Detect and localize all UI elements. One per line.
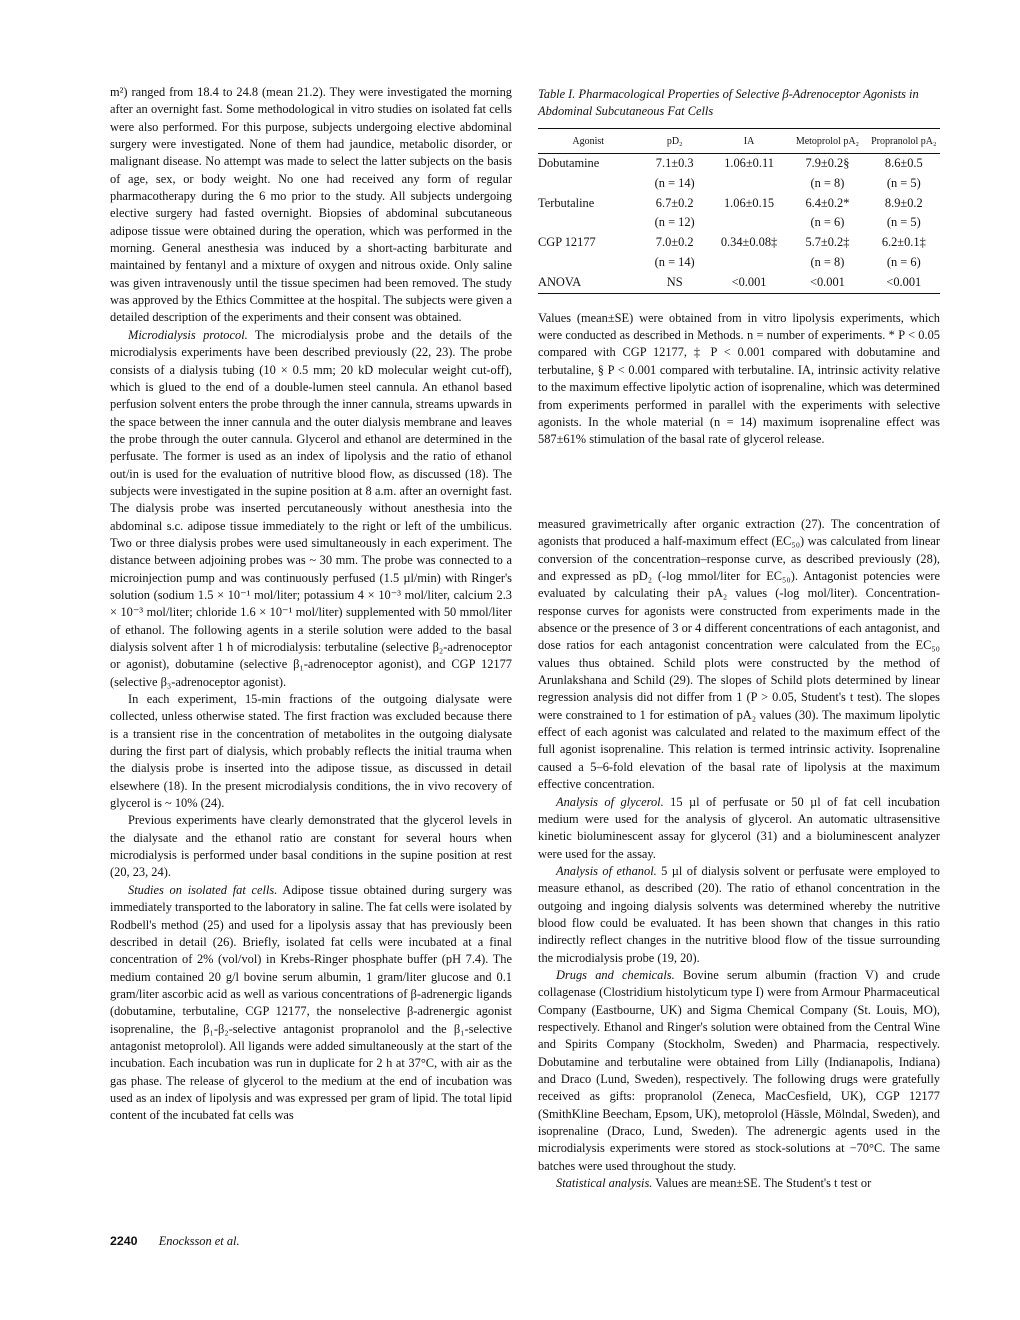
pharmacology-table <box>538 128 940 294</box>
cell-propranolol-n: (n = 6) <box>886 254 921 269</box>
table-caption: Table I. Pharmacological Properties of Selective β-Adrenoceptor Agonists in Abdominal Subcutaneous Fat Cells <box>538 87 919 118</box>
cell-pd2: 7.1±0.3 <box>655 156 694 170</box>
page-number: 2240 <box>110 1234 138 1248</box>
cell-propranolol-n: (n = 5) <box>886 215 921 230</box>
cell-anova-propranolol: <0.001 <box>886 274 922 289</box>
cell-ia: 1.06±0.11 <box>724 156 774 170</box>
paragraph-statistical-analysis: Statistical analysis. Values are mean±SE. The Student's t test or <box>556 1176 872 1191</box>
table-row-n <box>538 213 940 233</box>
cell-anova-pd2: NS <box>666 274 683 289</box>
cell-metoprolol: 6.4±0.2* <box>805 195 850 210</box>
table-header-row <box>538 129 940 154</box>
cell-pd2-n: (n = 14) <box>654 254 695 269</box>
cell-anova-ia: <0.001 <box>731 274 767 289</box>
table-row <box>538 233 940 253</box>
paragraph-analysis-ethanol: Analysis of ethanol. 5 µl of dialysis solvent or perfusate were employed to measure ethanol, as described (20). The ratio of ethanol concentration in the outgoing and ingoing dialysis solvents was determined whereby the nutritive blood flow could be evaluated. It has been shown that changes in this ratio indirectly reflect changes in the nutritive blood flow of the tissue surrounding the microdialysis probe (19, 20). <box>538 863 940 965</box>
cell-metoprolol-n: (n = 8) <box>810 175 845 190</box>
table-footnote: Values (mean±SE) were obtained from in vitro lipolysis experiments, which were conducted as described in Methods. n = number of experiments. * P < 0.05 compared with CGP 12177, ‡ P < 0.001 compared with dobutamine and terbutaline, § P < 0.001 compared with terbutaline. IA, intrinsic activity relative to the maximum effective lipolytic action of isoprenaline, which was determined from experiments performed in parallel with the experiments with selective agonists. In the whole material (n = 14) maximum isoprenaline effect was 587±61% stimulation of the basal rate of glycerol release. <box>538 310 940 447</box>
left-column <box>110 84 512 1125</box>
cell-agonist: CGP 12177 <box>538 235 596 250</box>
header-pd2: pD₂ <box>666 136 683 147</box>
heading-isolated-fat-cells: Studies on isolated fat cells. <box>128 882 278 897</box>
cell-metoprolol-n: (n = 6) <box>810 215 845 230</box>
table-row-n <box>538 253 940 273</box>
cell-propranolol: 6.2±0.1‡ <box>881 235 926 250</box>
header-agonist: Agonist <box>572 136 605 147</box>
table-row-anova <box>538 273 940 293</box>
cell-propranolol-n: (n = 5) <box>886 175 921 190</box>
heading-microdialysis-protocol: Microdialysis protocol. <box>128 327 248 342</box>
paragraph-isolated-fat-cells: Studies on isolated fat cells. Adipose tissue obtained during surgery was immediately transported to the laboratory in saline. The fat cells were isolated by Rodbell's method (25) and used for a lipolysis assay that has previously been described in detail (26). Briefly, isolated fat cells were incubated at a final concentration of 2% (vol/vol) in Krebs-Ringer phosphate buffer (pH 7.4). The medium contained 20 g/l bovine serum albumin, 1 gram/liter glucose and 0.1 gram/liter ascorbic acid as well as various concentrations of β-adrenergic ligands (dobutamine, terbutaline, CGP 12177, the nonselective β-adrenergic agonist isoprenaline, the β₁-β₂-selective antagonist propranolol and the β₁-selective antagonist metoprolol). All ligands were added simultaneously at the start of the incubation. Each incubation was run in duplicate for 2 h at 37°C, with air as the gas phase. The release of glycerol to the medium at the end of incubation was used as an index of lipolysis and was expressed per gram of lipid. The total lipid content of the incubated fat cells was <box>110 882 512 1123</box>
cell-anova-label: ANOVA <box>538 274 582 289</box>
cell-ia: 1.06±0.15 <box>723 195 775 210</box>
cell-ia: 0.34±0.08‡ <box>720 235 778 250</box>
header-metoprolol: Metoprolol pA₂ <box>795 136 860 147</box>
right-column <box>538 516 940 1192</box>
heading-analysis-ethanol: Analysis of ethanol. <box>556 863 657 878</box>
cell-propranolol: 8.6±0.5 <box>884 156 923 170</box>
cell-agonist: Terbutaline <box>538 195 595 210</box>
cell-agonist: Dobutamine <box>538 156 600 170</box>
cell-propranolol: 8.9±0.2 <box>884 195 923 210</box>
table-row <box>538 194 940 214</box>
cell-pd2: 6.7±0.2 <box>655 195 694 210</box>
paragraph-subjects: m²) ranged from 18.4 to 24.8 (mean 21.2). They were investigated the morning after an overnight fast. Some methodological in vitro studies on isolated fat cells were also performed. For this purpose, subjects undergoing elective abdominal surgery were investigated. None of them had jaundice, metabolic disorder, or malignant disease. No attempt was made to select the latter subjects on the basis of age, sex, or body weight. No one had received any form of regular pharmacotherapy during the 6 mo prior to the study. All subjects undergoing elective surgery had fasted overnight. Biopsies of abdominal subcutaneous adipose tissue were obtained during the operation, which was performed in the morning. General anesthesia was induced by a short-acting barbiturate and maintained by fentanyl and a mixture of oxygen and nitrous oxide. Only saline was given intravenously until the tissue specimen had been removed. The study was approved by the Ethics Committee at the hospital. The subjects were given a detailed description of the experiments and their consent was obtained. <box>110 85 512 325</box>
page-footer <box>110 1234 240 1249</box>
paragraph-analysis-glycerol: Analysis of glycerol. 15 µl of perfusate or 50 µl of fat cell incubation medium were used for the analysis of glycerol. An automatic ultrasensitive kinetic bioluminescent assay for glycerol (31) and a bioluminescent analyzer were used for the assay. <box>538 794 940 861</box>
heading-analysis-glycerol: Analysis of glycerol. <box>556 794 664 809</box>
heading-statistical-analysis: Statistical analysis. <box>556 1176 653 1191</box>
paragraph-ec50: measured gravimetrically after organic extraction (27). The concentration of agonists that produced a half-maximum effect (EC₅₀) was calculated from linear conversion of the concentration–response curve, as described previously (28), and expressed as pD₂ (-log mmol/liter for EC₅₀). Antagonist potencies were evaluated by calculating their pA₂ values (-log mol/liter). Concentration-response curves for agonists were constructed from experiments made in the absence or the presence of 3 or 4 different concentrations of each antagonist, and dose ratios for each antagonist concentration were calculated from the EC₅₀ values thus obtained. Schild plots were constructed by the method of Arunlakshana and Schild (29). The slopes of Schild plots determined by linear regression analysis did not differ from 1 (P > 0.05, Student's t test). The slopes were constrained to 1 for estimation of pA₂ values (30). The maximum lipolytic effect of each agonist was calculated and related to the maximum effect of the full agonist isoprenaline. This relation is termed intrinsic activity. Isoprenaline caused a 5–6-fold elevation of the basal rate of lipolysis at the maximum effective concentration. <box>538 517 940 792</box>
heading-drugs-chemicals: Drugs and chemicals. <box>556 967 675 982</box>
paragraph-microdialysis-protocol: Microdialysis protocol. The microdialysis probe and the details of the microdialysis experiments have been described previously (22, 23). The probe consists of a dialysis tubing (10 × 0.5 mm; 20 kD molecular weight cut-off), which is glued to the end of a double-lumen steel cannula. An ethanol based perfusion solvent enters the probe through the inner cannula, streams upwards in the space between the inner cannula and the outer dialysis membrane and leaves the probe through the outer cannula. Glycerol and ethanol are determined in the perfusate. The former is used as an index of lipolysis and the ratio of ethanol out/in is used for the evaluation of nutritive blood flow, as discussed (18). The subjects were investigated in the supine position at 8 a.m. after an overnight fast. The dialysis probe was inserted percutaneously without anesthesia into the abdominal s.c. adipose tissue immediately to the right or left of the umbilicus. Two or three dialysis probes were used simultaneously in each experiment. The distance between adjoining probes was ~ 30 mm. The probe was connected to a microinjection pump and was continuously perfused (1.5 µl/min) with Ringer's solution (sodium 1.5 × 10⁻¹ mol/liter; potassium 4 × 10⁻³ mol/liter, calcium 2.3 × 10⁻³ mol/liter; chloride 1.6 × 10⁻¹ mol/liter) supplemented with 50 mmol/liter of ethanol. The following agents in a sterile solution were added to the basal dialysis solvent after 1 h of microdialysis: terbutaline (selective β₂-adrenoceptor or agonist), dobutamine (selective β₁-adrenoceptor agonist), and CGP 12177 (selective β₃-adrenoceptor agonist). <box>110 327 512 689</box>
cell-pd2: 7.0±0.2 <box>655 235 694 250</box>
cell-metoprolol: 7.9±0.2§ <box>805 156 850 170</box>
paragraph-fractions: In each experiment, 15-min fractions of the outgoing dialysate were collected, unless otherwise stated. The first fraction was excluded because there is a transient rise in the concentration of metabolites in the outgoing dialysate during the first part of dialysis, which probably reflects the initial trauma when the dialysis probe is inserted into the adipose tissue, as discussed in detail elsewhere (18). In the present microdialysis conditions, the in vivo recovery of glycerol is ~ 10% (24). <box>110 692 512 811</box>
paragraph-drugs-chemicals: Drugs and chemicals. Bovine serum albumin (fraction V) and crude collagenase (Clostridium histolyticum type I) were from Armour Pharmaceutical Company (Eastbourne, UK) and Sigma Chemical Company (St. Louis, MO), respectively. Ethanol and Ringer's solution were obtained from the Central Wine and Spirits Company (Stockholm, Sweden) and Pharmacia, respectively. Dobutamine and terbutaline were obtained from Lilly (Indianapolis, Indiana) and Draco (Lund, Sweden), respectively. The following drugs were gratefully received as gifts: propranolol (Zeneca, MacCesfield, UK), CGP 12177 (SmithKline Beecham, Epsom, UK), metoprolol (Hässle, Mölndal, Sweden), and isoprenaline (Draco, Lund, Sweden). The adrenergic agents used in the microdialysis experiments were stored as stock-solutions at −70°C. The same batches were used throughout the study. <box>538 967 940 1173</box>
cell-anova-metoprolol: <0.001 <box>809 274 845 289</box>
header-propranolol: Propranolol pA₂ <box>871 136 937 147</box>
cell-pd2-n: (n = 14) <box>654 175 695 190</box>
cell-metoprolol: 5.7±0.2‡ <box>805 235 850 250</box>
paragraph-previous-experiments: Previous experiments have clearly demonstrated that the glycerol levels in the dialysate and the ethanol ratio are constant for several hours when microdialysis is performed under basal conditions in the supine position at rest (20, 23, 24). <box>110 813 512 880</box>
cell-metoprolol-n: (n = 8) <box>810 254 845 269</box>
table-row-n <box>538 174 940 194</box>
header-ia: IA <box>743 136 755 147</box>
cell-pd2-n: (n = 12) <box>654 215 695 230</box>
table-row <box>538 154 940 174</box>
table-block <box>538 86 940 461</box>
running-authors: Enocksson et al. <box>158 1234 240 1248</box>
